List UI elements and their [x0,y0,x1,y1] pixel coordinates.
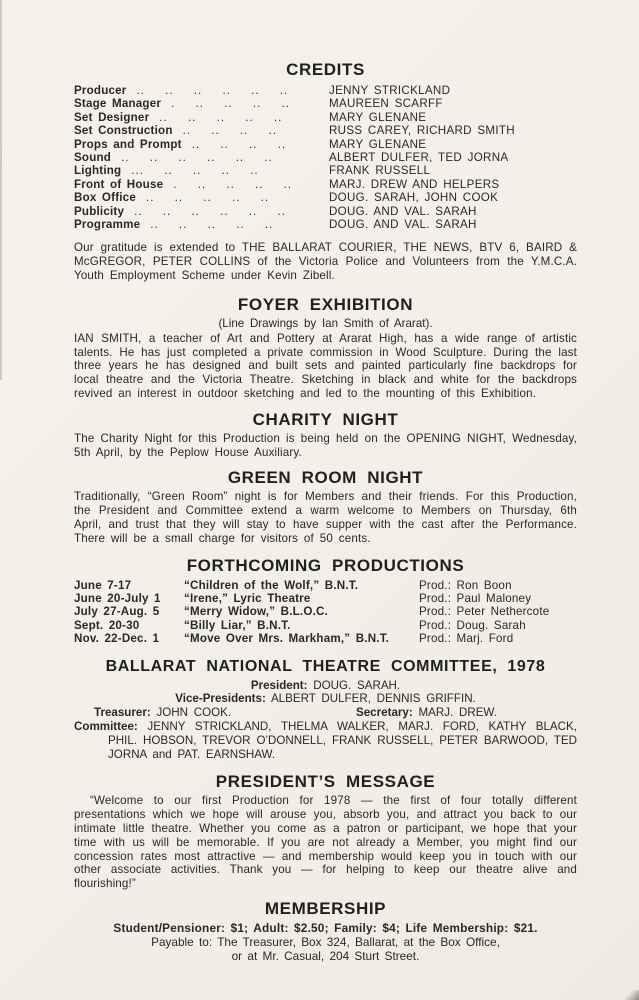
secretary-label: Secretary: [356,706,413,720]
committee-title: BALLARAT NATIONAL THEATRE COMMITTEE, 1978 [105,657,546,675]
gratitude-paragraph: Our gratitude is extended to THE BALLARAT COURIER, THE NEWS, BTV 6, BAIRD & McGREGOR, PETER COLLINS of the Victoria Police and Volunteers from the Y.M.C.A. Youth Employment Scheme under Kevin Zibell. [74,241,577,283]
credit-label: Publicity [74,204,125,218]
president-line [74,679,577,693]
production-producer: Prod.: Peter Nethercote [419,605,550,619]
credit-value: MARY GLENANE [329,110,427,124]
treasurer-item [94,706,231,720]
credit-label: Sound [74,151,112,165]
credit-value: MAUREEN SCARFF [329,97,443,111]
dot-leader: .. .. .. .. .. [159,110,283,124]
production-show: “Billy Liar,” B.N.T. [184,618,291,632]
credit-value: ALBERT DULFER, TED JORNA [329,151,509,165]
membership-payable-line2: or at Mr. Casual, 204 Sturt Street. [231,949,420,964]
credits-section [74,60,577,231]
production-producer: Prod.: Paul Maloney [419,592,532,606]
vice-presidents-label: Vice-Presidents: [175,692,266,706]
credit-row [74,178,577,191]
president-label: President: [250,678,308,692]
production-dates: July 27-Aug. 5 [74,605,160,619]
committee-members-paragraph [74,720,577,761]
credit-value: DOUG. SARAH, JOHN COOK [329,191,499,205]
dot-leader: .. .. .. .. .. [150,218,274,232]
production-producer: Prod.: Ron Boon [419,578,512,592]
credit-row [74,84,577,97]
presidents-message-body: “Welcome to our first Production for 1978 — the first of four totally different presentations which we hope will arouse you, absorb you, and attract you back to our intimate little theatre. Whether you come as a patron or participant, we hope that your time with us will be memorable. If you are not already a Member, you might find our concession rates most attractive — and membership would keep you in touch with our other associate activities. Thank you — for helping to keep our theatre alive and flourishing!” [74,794,577,891]
dot-leader: .. .. .. .. [191,137,287,151]
credit-row [74,218,577,231]
production-row [74,605,577,618]
credit-label: Set Construction [74,124,173,138]
credit-label: Props and Prompt [74,137,182,151]
credit-label: Front of House [74,177,164,191]
committee-section [74,658,577,762]
treasurer-secretary-line [74,706,577,720]
charity-night-section [74,410,577,460]
credit-row [74,138,577,151]
president-name: DOUG. SARAH. [307,678,401,692]
credit-value: MARY GLENANE [329,137,427,151]
production-show: “Children of the Wolf,” B.N.T. [184,578,359,592]
dot-leader: . .. .. .. .. [173,177,293,191]
charity-night-title: CHARITY NIGHT [252,409,399,429]
credit-row [74,205,577,218]
foyer-exhibition-subtitle: (Line Drawings by Ian Smith of Ararat). [218,316,433,330]
credit-label: Programme [74,218,141,232]
credit-row [74,97,577,110]
production-dates: June 20-July 1 [74,592,161,606]
forthcoming-productions-section [74,556,577,646]
membership-payable-line1: Payable to: The Treasurer, Box 324, Ballarat, at the Box Office, [151,935,500,950]
vice-presidents-names: ALBERT DULFER, DENNIS GRIFFIN. [265,692,476,706]
dot-leader: .. .. .. .. .. .. [121,151,273,165]
vice-presidents-line [74,692,577,706]
credit-value: DOUG. AND VAL. SARAH [329,204,477,218]
foyer-exhibition-body: IAN SMITH, a teacher of Art and Pottery at Ararat High, has a wide range of artistic talents. He has just completed a private commission in Wood Sculpture. During the last three years he has designed and built sets and painted particularly fine backdrops for local theatre and the Victoria Theatre. Sketching in black and white for the backdrops revived an interest in outdoor sketching and led to the mounting of this Exhibition. [74,331,577,401]
production-row [74,619,577,632]
credit-label: Producer [74,84,127,97]
production-producer: Prod.: Marj. Ford [419,632,514,646]
dot-leader: .. .. .. .. .. .. [136,84,289,97]
charity-night-body: The Charity Night for this Production is being held on the OPENING NIGHT, Wednesday, 5th April, by the Peplow House Auxiliary. [74,431,577,459]
dot-leader: .. .. .. .. .. .. [134,204,286,218]
production-producer: Prod.: Doug. Sarah [419,618,526,632]
production-row [74,592,577,605]
credit-row [74,151,577,164]
dot-leader: . .. .. .. .. [171,97,290,111]
credits-title: CREDITS [286,60,365,79]
production-show: “Merry Widow,” B.L.O.C. [184,605,328,619]
credit-row [74,164,577,177]
credit-label: Lighting [74,164,122,178]
credit-label: Stage Manager [74,97,162,111]
production-dates: Sept. 20-30 [74,618,140,632]
secretary-name: MARJ. DREW. [412,706,497,720]
green-room-night-title: GREEN ROOM NIGHT [227,468,424,488]
treasurer-name: JOHN COOK. [150,706,232,720]
production-dates: Nov. 22-Dec. 1 [74,632,160,646]
credit-row [74,124,577,137]
credit-row [74,111,577,124]
committee-label: Committee: [74,720,138,734]
forthcoming-productions-title: FORTHCOMING PRODUCTIONS [186,555,465,575]
committee-members: JENNY STRICKLAND, THELMA WALKER, MARJ. FORD, KATHY BLACK, PHIL. HOBSON, TREVOR O’DONNELL, FRANK RUSSELL, PETER BARWOOD, TED JORNA and PAT. EARNSHAW. [108,720,577,761]
presidents-message-title: PRESIDENT’S MESSAGE [215,772,436,792]
credit-value: JENNY STRICKLAND [329,84,451,97]
membership-fees: Student/Pensioner: $1; Adult: $2.50; Family: $4; Life Membership: $21. [113,921,538,936]
green-room-night-body: Traditionally, “Green Room” night is for Members and their friends. For this Production, the President and Committee extend a warm welcome to Members on Thursday, 6th April, and trust that they will stay to have supper with the cast after the Performance. There will be a small charge for visitors of 50 cents. [74,490,577,545]
page-edge-shadow [0,0,2,380]
foyer-exhibition-section [74,295,577,401]
production-show: “Irene,” Lyric Theatre [184,592,311,606]
production-row [74,579,577,592]
credit-label: Box Office [74,191,136,205]
credit-row [74,191,577,204]
foyer-exhibition-title: FOYER EXHIBITION [237,294,414,314]
credit-label: Set Designer [74,110,150,124]
credit-value: MARJ. DREW AND HELPERS [329,177,500,191]
membership-section [74,899,577,964]
dot-leader: .. .. .. .. [182,124,278,138]
secretary-item [356,706,497,720]
green-room-night-section [74,468,577,545]
page-corner-shadow [625,990,639,1000]
membership-title: MEMBERSHIP [264,899,387,919]
dot-leader: ... .. .. .. .. [131,164,259,178]
dot-leader: .. .. .. .. .. [145,191,270,205]
treasurer-label: Treasurer: [94,706,151,720]
credit-value: FRANK RUSSELL [329,164,431,178]
production-dates: June 7-17 [74,578,132,592]
presidents-message-section [74,772,577,891]
production-show: “Move Over Mrs. Markham,” B.N.T. [184,632,390,646]
production-row [74,632,577,645]
credit-value: DOUG. AND VAL. SARAH [329,218,477,232]
credit-value: RUSS CAREY, RICHARD SMITH [329,124,515,138]
